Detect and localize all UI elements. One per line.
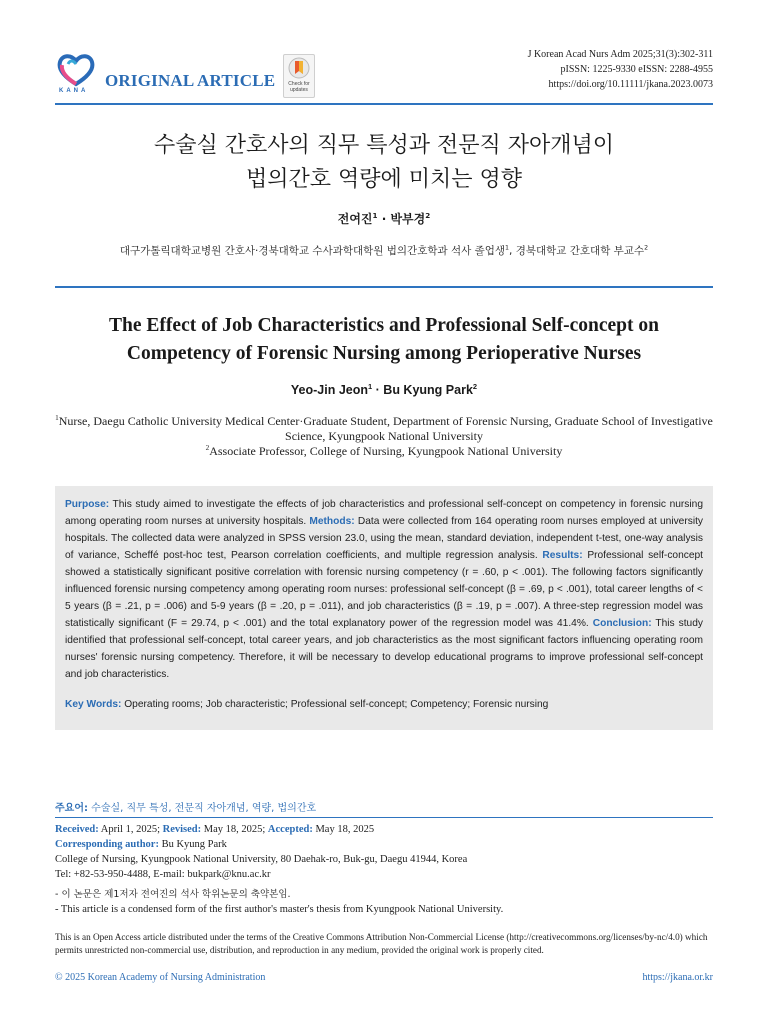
conclusion-text: This study identified that professional self-concept, total career years, and job characteristics as the most significant factors influencing operating room nurses' forensic nursing competency. Therefore, it will be necessary to develop educational programs to improve professional self-concept and job characteristics.: [65, 618, 703, 680]
korean-title-line2: 법의간호 역량에 미치는 영향: [245, 167, 522, 192]
english-affil-2: Associate Professor, College of Nursing, Kyungpook National University: [209, 444, 563, 458]
section-rule: [55, 286, 713, 288]
english-title-line2: Competency of Forensic Nursing among Perioperative Nurses: [126, 343, 642, 364]
header-rule: [55, 103, 713, 105]
abstract-text: [65, 496, 703, 683]
journal-doi[interactable]: https://doi.org/10.11111/jkana.2023.0073: [548, 79, 713, 90]
purpose-text: This study aimed to investigate the effects of job characteristics and professional self-concept on competency in forensic nursing among operating room nurses at university hospitals.: [65, 499, 703, 527]
korean-author-2: 박부경: [390, 212, 426, 226]
corresponding-contact: Tel: +82-53-950-4488, E-mail: bukpark@knu.ac.kr: [55, 869, 271, 880]
korean-note: - 이 논문은 제1저자 전여진의 석사 학위논문의 축약본임.: [55, 889, 291, 900]
heart-logo-icon: [55, 50, 97, 90]
journal-citation: J Korean Acad Nurs Adm 2025;31(3):302-311: [527, 49, 713, 60]
bookmark-icon: [284, 55, 314, 81]
korean-keywords-label: 주요어:: [55, 803, 88, 814]
methods-text: Data were collected from 164 operating room nurses employed at university hospitals. The collected data were analyzed in SPSS version 23.0, using the mean, standard deviation, independent t-test, one-way analysis of variance, Scheffé post-hoc test, Pearson correlation coefficients, and multiple regression analysis.: [65, 516, 704, 561]
footer-copyright: © 2025 Korean Academy of Nursing Administration: [55, 972, 266, 983]
corresponding-label: Corresponding author:: [55, 839, 159, 850]
check-updates-line: updates: [290, 87, 308, 93]
keywords-rule: [55, 817, 713, 818]
article-notes: [55, 887, 503, 917]
keywords: [65, 699, 703, 710]
corresponding-address: College of Nursing, Kyungpook National University, 80 Daehak-ro, Buk-gu, Daegu 41944, Korea: [55, 854, 468, 865]
english-note: - This article is a condensed form of the first author's master's thesis from Kyungpook National University.: [55, 904, 504, 915]
methods-label: Methods:: [309, 516, 355, 527]
footer-url[interactable]: https://jkana.or.kr: [642, 972, 713, 983]
english-affiliations: $^1$Nurse, Daegu Catholic University Medical Center·Graduate Student, Department of Forensic Nursing, Graduate School of Investigative Science, Kyungpook National University $^2$Associate Professor, College of Nursing, Kyungpook National University: [55, 414, 713, 458]
korean-author-1: 전여진: [337, 212, 373, 226]
keywords-label: Key Words:: [65, 699, 122, 710]
english-title-line1: The Effect of Job Characteristics and Professional Self-concept on: [109, 315, 659, 336]
article-dates: [55, 822, 467, 882]
corresponding-author: Bu Kyung Park: [158, 839, 227, 850]
korean-affil-2: , 경북대학교 간호대학 부교수: [509, 245, 645, 257]
korean-keywords: [55, 799, 316, 814]
english-affil-1: Nurse, Daegu Catholic University Medical Center·Graduate Student, Department of Forensic Nursing, Graduate School of Investigative Science, Kyungpook National University: [58, 414, 713, 443]
revised-label: Revised:: [162, 824, 202, 835]
korean-affiliations: 대구가톨릭대학교병원 간호사·경북대학교 수사과학대학원 법의간호학과 석사 졸업생$^1$, 경북대학교 간호대학 부교수$^2$: [119, 244, 649, 257]
purpose-label: Purpose:: [65, 499, 110, 510]
keywords-text: Operating rooms; Job characteristic; Professional self-concept; Competency; Forensic nursing: [121, 699, 549, 710]
english-authors: Yeo-Jin Jeon$^1$ · Bu Kyung Park$^2$: [290, 381, 478, 397]
received-date: April 1, 2025;: [98, 824, 163, 835]
korean-affil-1: 대구가톨릭대학교병원 간호사·경북대학교 수사과학대학원 법의간호학과 석사 졸업생: [119, 245, 506, 257]
abstract-box: [55, 486, 713, 730]
check-for-updates-badge[interactable]: [283, 54, 315, 98]
english-author-2: Bu Kyung Park: [383, 383, 473, 397]
conclusion-label: Conclusion:: [592, 618, 652, 629]
logo-text: KANA: [59, 88, 89, 94]
results-text: Professional self-concept showed a statistically significant positive correlation with forensic nursing competency (r = .60, p < .001). The following factors significantly influenced forensic nursing competency among operating room nurses: professional self-concept (β = .69, p < .001), total career lengths of < 5 years (β = .21, p = .006) and 5-9 years (β = .20, p = .011), and job characteristics (β = .19, p = .007). A three-step regression model was statistically significant (F = 29.74, p < .001) and the total explanatory power of the regression model was 41.4%.: [65, 550, 704, 629]
license-text: This is an Open Access article distributed under the terms of the Creative Commons Attribution Non-Commercial License (http://creativecommons.org/licenses/by-nc/4.0) which permits unrestricted non-commercial use, distribution, and reproduction in any medium, provided the original work is properly cited.: [55, 932, 708, 955]
journal-info: [528, 47, 713, 92]
journal-issn: pISSN: 1225-9330 eISSN: 2288-4955: [560, 64, 713, 75]
korean-keywords-text: 수술실, 직무 특성, 전문직 자아개념, 역량, 법의간호: [87, 803, 317, 814]
english-author-1: Yeo-Jin Jeon: [290, 383, 369, 397]
check-updates-line: Check for: [288, 81, 310, 87]
korean-title-line1: 수술실 간호사의 직무 특성과 전문직 자아개념이: [153, 133, 614, 158]
accepted-date: May 18, 2025: [312, 824, 375, 835]
article-type: ORIGINAL ARTICLE: [105, 71, 276, 90]
received-label: Received:: [55, 824, 99, 835]
results-label: Results:: [542, 550, 583, 561]
korean-authors: 전여진$^1$ · 박부경$^2$: [337, 211, 431, 226]
accepted-label: Accepted:: [267, 824, 313, 835]
revised-date: May 18, 2025;: [201, 824, 268, 835]
